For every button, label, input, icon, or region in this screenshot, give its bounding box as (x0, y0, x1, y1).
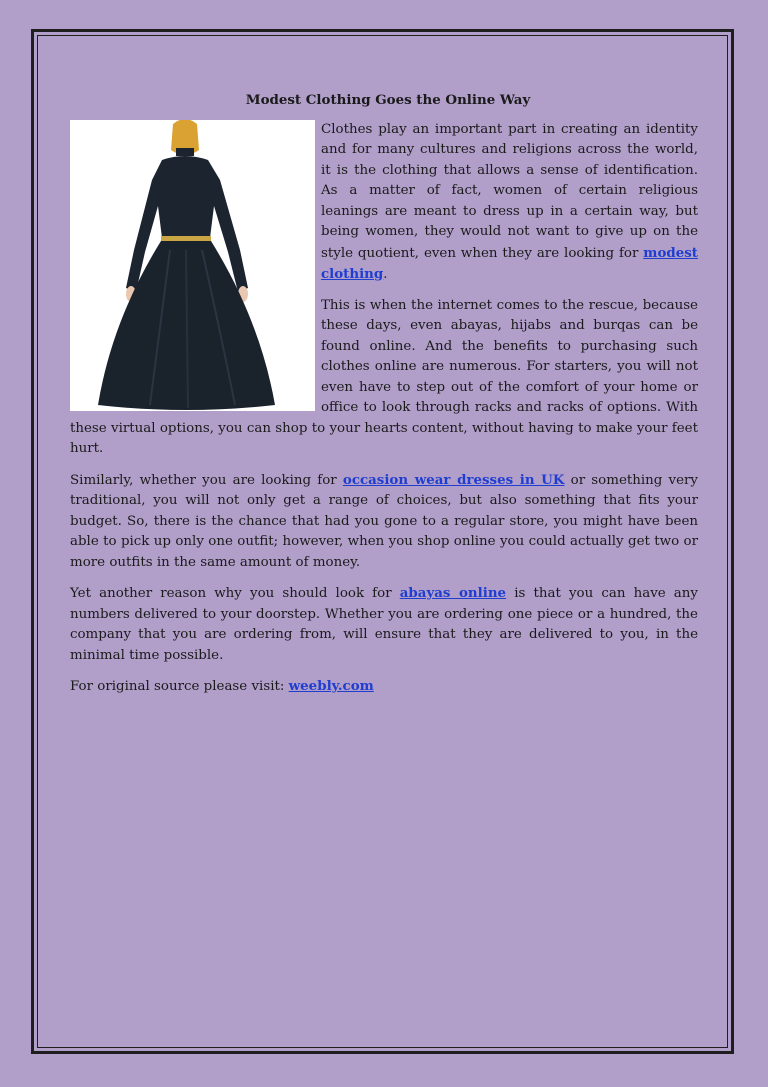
abayas-online-link[interactable]: abayas online (399, 585, 507, 601)
occasion-wear-link[interactable]: occasion wear dresses in UK (342, 471, 565, 488)
paragraph-3 (70, 470, 698, 574)
source-paragraph (70, 676, 698, 698)
paragraph-4-text-start: Yet another reason why you should look for (70, 586, 400, 601)
paragraph-3-text-start: Similarly, whether you are looking for (70, 472, 343, 488)
paragraph-1-end: . (383, 267, 388, 282)
abaya-dress-image (70, 120, 315, 411)
paragraph-4-text-end: is that you can have any numbers delivered to your doorstep. Whether you are ordering one piece or a hundred, the company that you are ordering from, will ensure that they are delivered to you, in the minimal time possible. (70, 586, 698, 663)
document-title: Modest Clothing Goes the Online Way (245, 92, 531, 108)
paragraph-4 (70, 583, 698, 666)
source-label: For original source please visit: (70, 679, 289, 694)
paragraph-3-text-end: or something very traditional, you will not only get a range of choices, but also something that fits your budget. So, there is the chance that had you gone to a regular store, you might have been able to pick up only one outfit; however, when you shop online you could actually get two or more outfits in the same amount of money. (70, 472, 698, 570)
paragraph-1-text: Clothes play an important part in creating an identity and for many cultures and religions across the world, it is the clothing that allows a sense of identification. As a matter of fact, women of certain religious leanings are meant to dress up in a certain way, but being women, they would not want to give up on the style quotient, even when they are looking for (321, 121, 698, 261)
modest-clothing-link[interactable]: modest clothing (321, 244, 698, 282)
paragraph-2: This is when the internet comes to the rescue, because these days, even abayas, hijabs and burqas can be found online. And the benefits to purchasing such clothes online are numerous. For starters, you will not even have to step out of the comfort of your home or office to look through racks and racks of options. With these virtual options, you can shop to your hearts content, without having to make your feet hurt. (70, 297, 698, 456)
abaya-dress-illustration (70, 120, 315, 411)
document-body (70, 90, 698, 708)
source-link[interactable]: weebly.com (288, 678, 374, 694)
